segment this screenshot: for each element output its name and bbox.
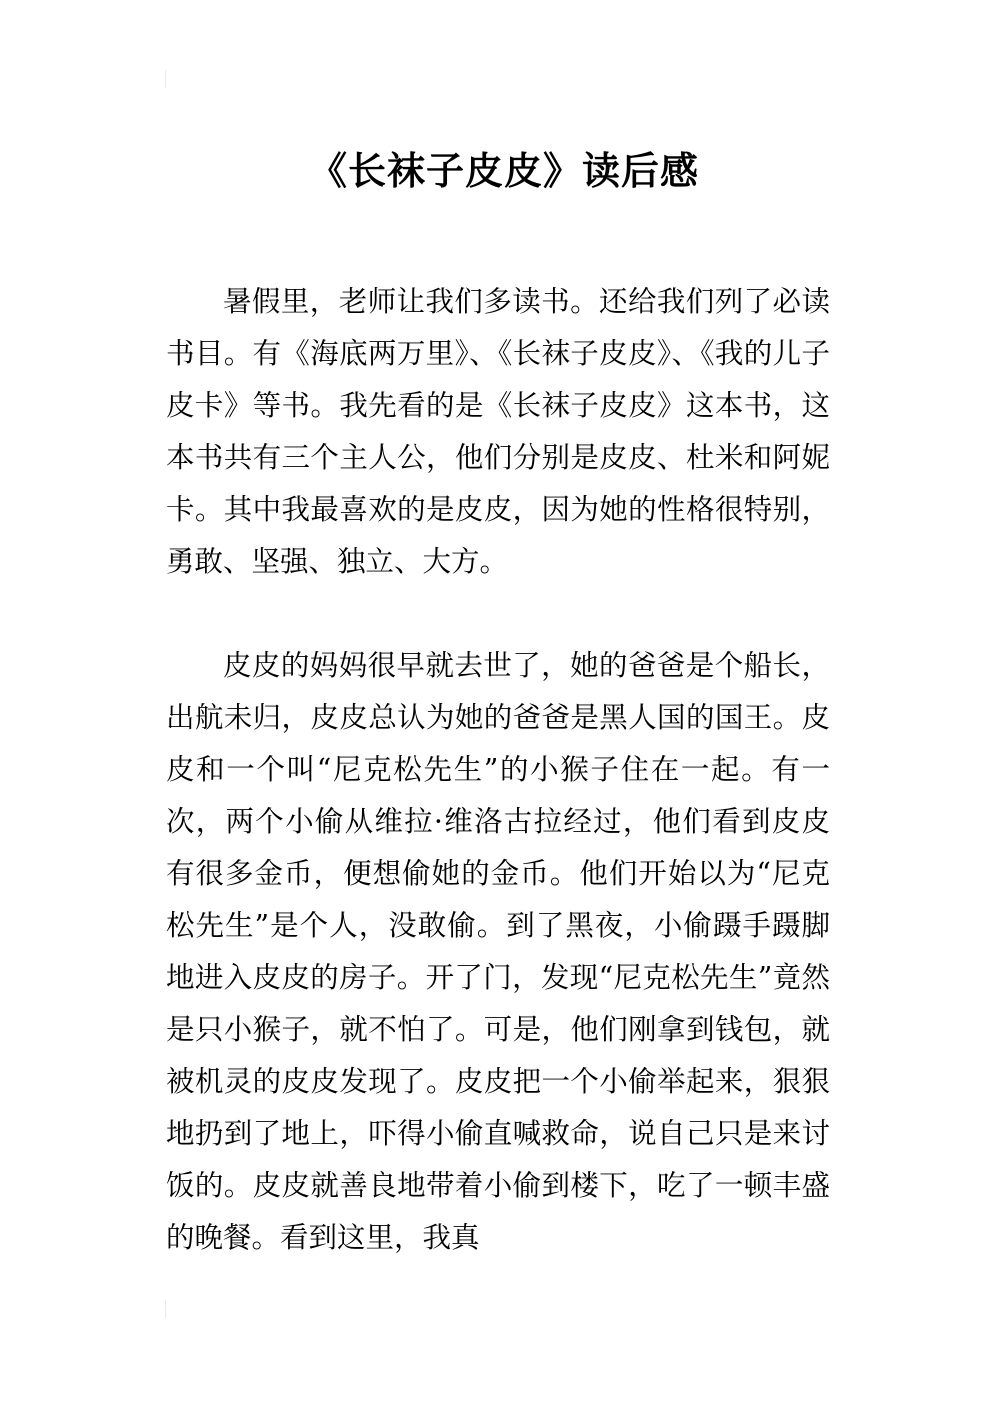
paragraph-1-container	[166, 276, 830, 588]
margin-mark-top	[165, 70, 166, 88]
margin-mark-bottom	[165, 1300, 166, 1318]
paragraph-1: 暑假里，老师让我们多读书。还给我们列了必读书目。有《海底两万里》、《长袜子皮皮》、《我的儿子皮卡》等书。我先看的是《长袜子皮皮》这本书，这本书共有三个主人公，他们分别是皮皮、杜米和阿妮卡。其中我最喜欢的是皮皮，因为她的性格很特别，勇敢、坚强、独立、大方。	[166, 285, 830, 578]
paragraph-2: 皮皮的妈妈很早就去世了，她的爸爸是个船长，出航未归，皮皮总认为她的爸爸是黑人国的国王。皮皮和一个叫“尼克松先生”的小猴子住在一起。有一次，两个小偷从维拉·维洛古拉经过，他们看到皮皮有很多金币，便想偷她的金币。他们开始以为“尼克松先生”是个人，没敢偷。到了黑夜，小偷蹑手蹑脚地进入皮皮的房子。开了门，发现“尼克松先生”竟然是只小猴子，就不怕了。可是，他们刚拿到钱包，就被机灵的皮皮发现了。皮皮把一个小偷举起来，狠狠地扔到了地上，吓得小偷直喊救命，说自己只是来讨饭的。皮皮就善良地带着小偷到楼下，吃了一顿丰盛的晚餐。看到这里，我真	[166, 649, 830, 1254]
document-title: 《长袜子皮皮》读后感	[308, 149, 699, 194]
paragraph-2-container	[166, 640, 830, 1264]
